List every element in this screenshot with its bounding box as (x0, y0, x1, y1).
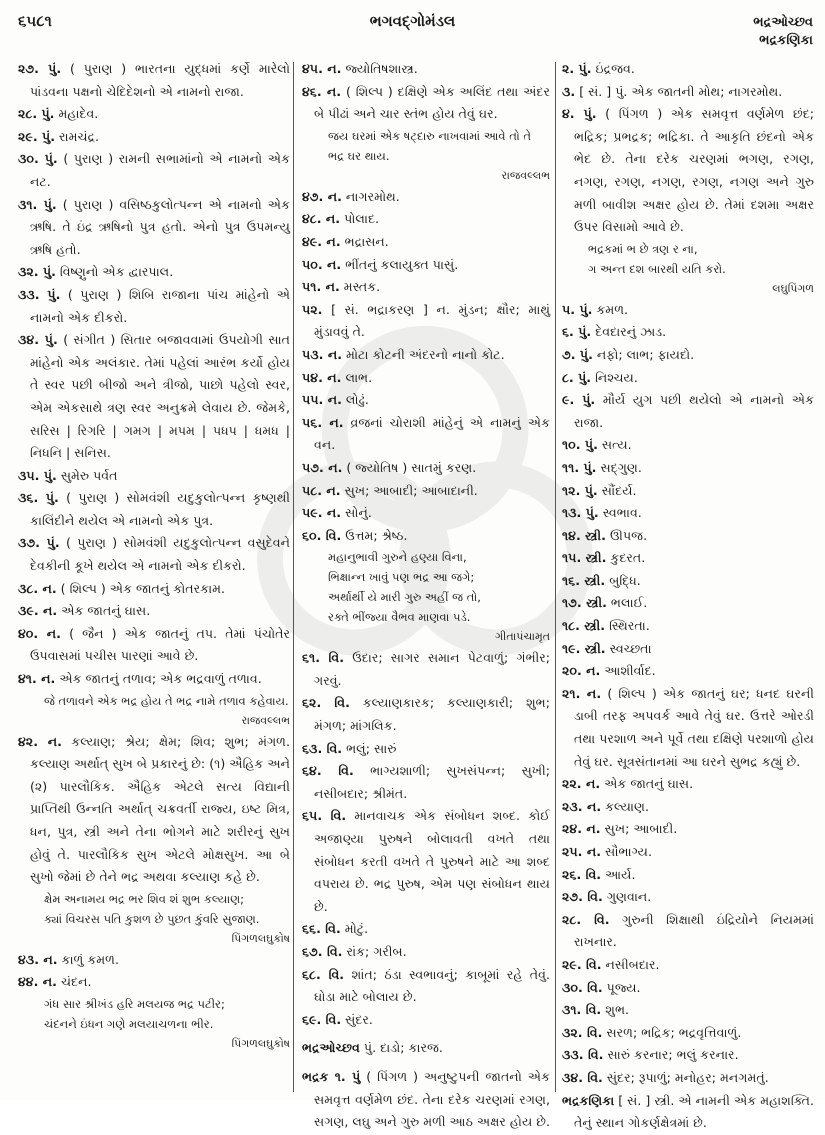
entry-number: ૩. (562, 83, 576, 99)
dictionary-entry (562, 480, 814, 503)
quotation-line: ક્યાં વિચરસ પતિ કુશળ છે પુછત કુંવરિ સુજાણ. (44, 911, 260, 926)
quotation (302, 126, 550, 186)
entry-definition: દેવદારનું ઝાડ. (595, 324, 667, 340)
entry-number: ૪૫. ન. (302, 61, 342, 76)
quotation (18, 889, 290, 949)
entry-definition: રાંક; ગરીબ. (346, 944, 407, 959)
entry-definition: એક જાતનું તળાવ; એક ભદ્રવાળું તળાવ. (59, 671, 262, 687)
guide-word-first: ભદ્રઓચ્છવ (753, 15, 813, 30)
dictionary-entry (302, 760, 550, 805)
dictionary-entry (302, 805, 550, 918)
entry-definition: ( પુરાણ ) રામની સભામાંનો એ નામનો એક નટ. (30, 151, 290, 189)
column-2 (302, 58, 550, 1134)
dictionary-entry (562, 321, 814, 344)
dictionary-entry (562, 638, 814, 661)
entry-number: ૫૪. ન. (302, 369, 342, 385)
dictionary-entry (18, 148, 290, 193)
entry-definition: ( પુરાણ ) સોમવંશી યદુકુલોત્પન્ન કૃષ્ણથી કાલિંદીને થયેલ એ નામનો એક પુત્ર. (30, 490, 291, 528)
entry-number: ૩૨. વિ. (562, 1024, 603, 1040)
entry-number: ૨૩. ન. (562, 798, 602, 814)
entry-definition: નિશ્ચય. (595, 369, 638, 385)
dictionary-entry (18, 58, 290, 103)
entry-number: ૩૧. વિ. (562, 1002, 602, 1018)
entry-definition: ( શિલ્પ ) એક જાતનું કોતરકામ. (60, 580, 226, 596)
entry-number: ૩૦. વિ. (562, 979, 603, 995)
entry-number: ૪૧. ન. (18, 671, 56, 687)
entry-number: ભદ્રકણિકા (562, 1092, 615, 1108)
entry-definition: આશીર્વાદ. (604, 663, 656, 679)
entry-definition: બુદ્ધિ. (609, 572, 641, 588)
entry-definition: કલ્યાણકારક; કલ્યાણકારી; શુભ; મંગળ; માંગલિક. (314, 695, 550, 734)
dictionary-entry (18, 194, 290, 262)
dictionary-entry (302, 231, 550, 254)
dictionary-entry (562, 977, 814, 1000)
dictionary-entry (18, 284, 290, 329)
entry-number: ૫૩. ન. (302, 346, 342, 362)
dictionary-entry (302, 964, 550, 1009)
entry-number: ૬૧. વિ. (302, 650, 345, 666)
entry-definition: ( જૈન ) એક જાતનું તપ. તેમાં પંચોતેર ઉપવાસમાં પચીસ પારણાં આવે છે. (30, 625, 290, 664)
entry-number: ૪૩. ન. (18, 951, 58, 967)
dictionary-entry (302, 457, 550, 480)
entry-number: ૨૮. વિ. (562, 911, 610, 927)
entry-number: ૧૮. સ્ત્રી. (562, 618, 606, 634)
dictionary-entry (302, 502, 550, 525)
entry-number: ૨૫. ન. (562, 844, 602, 859)
dictionary-entry (18, 103, 290, 126)
entry-definition: [ સં. ] પું. એક જાતની મોથ; નાગરમોથ. (579, 83, 783, 99)
quotation (18, 994, 290, 1054)
entry-definition: ( પુરાણ ) ભારતના યુદ્ધમાં કર્ણે મારેલો પાંડવના પક્ષનો ચેદિદેશનો એ નામનો રાજા. (30, 61, 290, 99)
dictionary-entry (18, 126, 290, 149)
entry-definition: શુભ. (605, 1002, 630, 1018)
dictionary-entry (562, 502, 814, 525)
quotation-line: ચંદનને ઇંધન ગણે મલયાચળના ભીર. (44, 1016, 214, 1031)
dictionary-entry (18, 329, 290, 465)
entry-definition: [ સં. ભદ્રાકરણ ] ન. મુંડન; ક્ષૌર; માથું મુંડાવવું તે. (314, 301, 550, 340)
entry-definition: સરળ; ભદ્રિક; ભદ્રવૃત્તિવાળું. (606, 1024, 742, 1040)
entry-definition: સ્થિરતા. (609, 618, 650, 634)
quotation-line: ગ અન્ત દશ બારથી યતિ કરો. (588, 261, 726, 276)
entry-definition: પું. દાડો; કારજ. (363, 1040, 443, 1056)
entry-number: ૩૬. પું. (18, 490, 59, 506)
entry-definition: ( પિંગળ ) અનુષ્ટુપની જાતનો એક સમવૃત્ત વર્ણમેળ છંદ. તેના દરેક ચરણમાં રગણ, સગણ, લઘુ અને ગુરુ મળી આઠ અક્ષર હોય છે. (314, 1068, 551, 1130)
entry-number: ૧૩. પું. (562, 505, 599, 521)
entry-number: ૩૦. પું. (18, 151, 58, 167)
entry-number: ૧૨. પું. (562, 482, 598, 498)
entry-number: ભદ્રઓચ્છવ (302, 1040, 360, 1056)
entry-number: ૭. પું. (562, 346, 593, 362)
entry-number: ૧૭. સ્ત્રી. (562, 595, 607, 611)
entry-number: ૯. પું. (562, 392, 596, 408)
column-divider (293, 62, 294, 1092)
quotation (18, 691, 290, 731)
entry-number: ૪૬. ન. (302, 83, 342, 99)
entry-number: ૬૭. વિ. (302, 944, 343, 959)
dictionary-entry (302, 1066, 550, 1134)
quotation-source: ગીતાપંચામૃત (495, 630, 550, 644)
entry-number: ૬૬. વિ. (302, 921, 341, 937)
entry-number: ૫૫. ન. (302, 392, 342, 408)
dictionary-entry (562, 592, 814, 615)
quotation (562, 239, 814, 299)
entry-definition: કમળ. (596, 301, 629, 317)
entry-definition: મસ્તક. (343, 279, 381, 295)
entry-definition: સૌંદર્ય. (601, 482, 637, 498)
entry-number: ૪. પું. (562, 106, 597, 122)
dictionary-entry (562, 1022, 814, 1045)
entry-definition: ગુણવાન. (606, 889, 652, 905)
entry-definition: સૌભાગ્ય. (605, 844, 652, 859)
entry-definition: એક જાતનું ઘાસ. (61, 603, 151, 619)
entry-definition: ( સંગીત ) સિતાર બજાવવામાં ઉપયોગી સાત માંહેનો એક અલંકાર. તેમાં પહેલાં આરંભ કર્યો હોય તે સ્વર પછી બીજો અને ત્રીજો, પાછો પહેલો સ્વર, એમ એકસાથે ત્રણ સ્વર અનુક્રમે લેવાય છે. જેમકે, સરિસ | રિગરિ | ગમગ | મપમ | પધપ | ધમધ | નિધનિ | સનિસ. (30, 332, 290, 461)
entry-definition: [ સં. ] સ્ત્રી. એ નામની એક મહાશક્તિ. તેનું સ્થાન ગોકર્ણક્ષેત્રમાં છે. (574, 1092, 814, 1131)
entry-definition: ઉદાર; સાગર સમાન પેટવાળું; ગંભીર; ગરવું. (314, 650, 550, 688)
entry-definition: લોઢું. (345, 392, 369, 408)
dictionary-entry (562, 683, 814, 773)
entry-number: ૧૧. પું. (562, 459, 597, 475)
dictionary-entry (18, 465, 290, 488)
dictionary-entry (562, 999, 814, 1022)
dictionary-entry (302, 692, 550, 737)
entry-definition: શાંત; ઠંડા સ્વભાવનું; કાબૂમાં રહે તેવું. ઘોડા માટે બોલાય છે. (314, 966, 550, 1005)
entry-definition: રામચંદ્ર. (59, 128, 100, 144)
entry-definition: ઇંદ્રજવ. (595, 61, 635, 76)
dictionary-entry (562, 818, 814, 841)
dictionary-entry (562, 615, 814, 638)
quotation-line: જય ઘરમાં એક ષટ્દારુ નાખવામાં આવે તો તે ભદ્ર ઘર થાય. (328, 128, 531, 163)
entry-definition: નફો; લાભ; ફાયદો. (596, 346, 695, 362)
dictionary-entry (562, 1044, 814, 1067)
dictionary-entry (302, 738, 550, 761)
entry-number: ૧૫. સ્ત્રી. (562, 550, 607, 566)
entry-definition: ( પિંગળ ) એક સમવૃત્ત વર્ણમેળ છંદ; ભદ્રિક; પ્રભદ્રક; ભદ્રિકા. તે આકૃતિ છંદનો એક ભેદ છે. તેના દરેક ચરણમાં ભગણ, રગણ, નગણ, રગણ, નગણ, રગણ, નગણ અને ગુરુ મળી બાવીશ અક્ષર હોય છે. તેમાં દશમા અક્ષર ઉપર વિસામો આવે છે. (574, 106, 814, 235)
dictionary-entry (18, 668, 290, 691)
entry-definition: મહાદેવ. (58, 106, 99, 122)
dictionary-entry (302, 389, 550, 412)
entry-number: ૬. પું. (562, 324, 592, 340)
entry-definition: સ્વભાવ. (602, 505, 642, 521)
entry-definition: ( શિલ્પ ) દક્ષિણે એક અલિંદ તથા અંદર બે પીઢાં અને ચાર સ્તંભ હોય તેવું ઘર. (314, 83, 550, 122)
entry-number: ૨૧. ન. (562, 685, 602, 701)
entry-definition: કુદરત. (610, 550, 646, 566)
column-divider (555, 62, 556, 1092)
dictionary-entry (562, 103, 814, 239)
entry-definition: ચંદન. (60, 974, 92, 990)
dictionary-entry (562, 1067, 814, 1090)
entry-definition: ( જ્યોતિષ ) સાતમું કરણ. (346, 459, 477, 475)
entry-number: ૫૮. ન. (302, 482, 341, 498)
entry-number: ૨૬. વિ. (562, 866, 602, 882)
dictionary-entry (302, 276, 550, 299)
dictionary-entry (562, 886, 814, 909)
entry-number: ૬૨. વિ. (302, 695, 350, 711)
entry-definition: સુખ; આબાદી. (604, 821, 678, 837)
dictionary-entry (562, 547, 814, 570)
dictionary-entry (562, 909, 814, 954)
entry-definition: વિષ્ણુનો એક દ્વારપાલ. (59, 264, 174, 280)
entry-definition: ભલું; સારું (346, 740, 397, 756)
entry-definition: સુંદર; રૂપાળું; મનોહર; મનગમતું. (606, 1069, 769, 1085)
entry-number: ૪૦. ન. (18, 625, 61, 641)
dictionary-entry (302, 480, 550, 503)
entry-definition: સદ્ગુણ. (600, 459, 642, 475)
dictionary-entry (302, 208, 550, 231)
entry-definition: વ્રજનાં ચોરાશી માંહેનું એ નામનું એક વન. (314, 414, 550, 453)
dictionary-entry (18, 578, 290, 601)
entry-number: ૪૪. ન. (18, 974, 57, 990)
dictionary-entry (18, 487, 290, 532)
quotation-line: ભદ્રકમાં ભ છે ત્રણ ર ના, (588, 241, 698, 256)
dictionary-entry (302, 525, 550, 548)
entry-number: ૬૫. વિ. (302, 808, 347, 824)
entry-definition: સોનું. (345, 505, 372, 521)
dictionary-entry (18, 600, 290, 623)
dictionary-entry (18, 949, 290, 972)
entry-number: ૫. પું. (562, 301, 593, 317)
entry-number: ૪૨. ન. (18, 733, 62, 749)
entry-number: ૩૯. ન. (18, 603, 58, 619)
entry-definition: ( પુરાણ ) સોમવંશી યદુકુલોત્પન્ન વસુદેવને દેવકીની કૂખે થયેલ એ નામનો એક દીકરો. (30, 535, 290, 574)
entry-number: ૧૦. પું. (562, 437, 598, 453)
quotation-source: પિંગળલઘુકોષ (231, 1036, 290, 1050)
entry-number: ૩૫. પું. (18, 467, 57, 483)
entry-definition: મૌર્ય યુગ પછી થયેલો એ નામનો એક રાજા. (574, 392, 814, 430)
dictionary-entry (302, 1009, 550, 1032)
dictionary-entry (562, 796, 814, 819)
dictionary-entry (302, 299, 550, 344)
page-number: ૬૫૮૧ (18, 12, 52, 30)
entry-definition: કલ્યાણ; શ્રેય; ક્ષેમ; શિવ; શુભ; મંગળ. કલ્યાણ અર્થાત્ સુખ બે પ્રકારનું છે: (૧) ઐહિક અને (૨) પારલૌકિક. ઐહિક એટલે સત્ય વિદ્યાની પ્રાપ્તિથી ઉન્નતિ અર્થાત્ ચક્રવર્તી રાજ્ય, ઇષ્ટ મિત્ર, ધન, પુત્ર, સ્ત્રી અને તેના ભોગને માટે શરીરનું સુખ હોવું તે. પારલૌકિક સુખ એટલે મોક્ષસુખ. આ બે સુખો જેમાં છે તેને ભદ્ર અથવા કલ્યાણ કહે છે. (30, 733, 290, 885)
dictionary-entry (302, 918, 550, 941)
entry-number: ભદ્રક ૧. પું (302, 1068, 361, 1084)
dictionary-entry (562, 434, 814, 457)
entry-definition: ઉત્તમ; શ્રેષ્ઠ. (345, 527, 408, 543)
entry-number: ૫૬. ન. (302, 414, 344, 430)
dictionary-entry (562, 344, 814, 367)
entry-definition: કલ્યાણ. (605, 798, 649, 814)
entry-number: ૬૪. વિ. (302, 763, 354, 779)
entry-definition: કાળું કમળ. (61, 951, 119, 967)
entry-definition: આર્ય. (605, 866, 636, 882)
dictionary-entry (302, 186, 550, 209)
quotation-line: જે તળાવને એક ભદ્ર હોય તે ભદ્ર નામે તળાવ કહેવાય. (44, 693, 289, 708)
entry-definition: ( પુરાણ ) શિબિ રાજાના પાંચ માંહેનો એ નામનો એક દીકરો. (30, 286, 290, 325)
dictionary-entry (302, 254, 550, 277)
entry-number: ૫૧. ન. (302, 279, 340, 295)
dictionary-entry (562, 389, 814, 434)
entry-number: ૩૩. પું. (18, 286, 61, 302)
entry-number: ૬૮. વિ. (302, 966, 345, 982)
dictionary-entry (302, 412, 550, 457)
entry-number: ૨. પું. (562, 61, 592, 76)
dictionary-entry (18, 731, 290, 889)
dictionary-entry (18, 261, 290, 284)
dictionary-entry (302, 647, 550, 692)
dictionary-entry (302, 941, 550, 964)
entry-definition: પોલાદ. (344, 211, 380, 227)
entry-number: ૩૮. ન. (18, 580, 57, 596)
entry-definition: સત્ય. (601, 437, 632, 453)
entry-number: ૫૭. ન. (302, 459, 343, 475)
dictionary-entry (562, 81, 814, 104)
entry-definition: સ્વચ્છતા (609, 640, 652, 656)
entry-number: ૬૦. વિ. (302, 527, 342, 543)
entry-number: ૩૪. વિ. (562, 1069, 603, 1085)
entry-number: ૩૩. વિ. (562, 1047, 604, 1063)
entry-definition: માનવાચક એક સંબોધન શબ્દ. કોઈ અજાણ્યા પુરુષને બોલાવતી વખતે તથા સંબોધન કરતી વખતે તે પુરુષને માટે આ શબ્દ વપરાય છે. ભદ્ર પુરુષ, એમ પણ સંબોધન થાય છે. (314, 808, 550, 914)
dictionary-entry (562, 367, 814, 390)
guide-words (753, 14, 813, 50)
entry-number: ૨૨. ન. (562, 776, 601, 792)
entry-number: ૧૪. સ્ત્રી. (562, 527, 606, 543)
entry-definition: નસીબદાર. (605, 956, 660, 972)
entry-number: ૨૭. વિ. (562, 889, 603, 905)
dictionary-entry (302, 344, 550, 367)
entry-definition: ગુરુની શિક્ષાથી ઇંદ્રિયોને નિયમમાં રાખનાર. (574, 911, 814, 950)
dictionary-entry (302, 81, 550, 126)
column-1 (18, 58, 290, 1054)
entry-number: ૧૬. સ્ત્રી. (562, 572, 606, 588)
dictionary-entry (562, 525, 814, 548)
guide-word-last: ભદ્રકણિકા (759, 33, 813, 48)
quotation-source: રાજવલ્લભ (241, 713, 290, 727)
entry-definition: જ્યોતિષશાસ્ત્ર. (345, 61, 418, 76)
entry-definition: પૂજ્ય. (606, 979, 641, 995)
quotation-source: રાજવલ્લભ (501, 168, 550, 182)
entry-number: ૬૩. વિ. (302, 740, 343, 756)
dictionary-entry (302, 367, 550, 390)
quotation-line: અર્થાર્થી યે મારી ગુરુ અહીં જ તો, (328, 590, 481, 605)
dictionary-entry (302, 1037, 550, 1060)
entry-number: ૫૯. ન. (302, 505, 342, 521)
quotation-source: લઘુપિંગળ (772, 281, 814, 295)
entry-number: ૪૮. ન. (302, 211, 341, 227)
entry-number: ૨૭. પું. (18, 61, 62, 76)
entry-number: ૮. પું. (562, 369, 592, 385)
entry-number: ૨૪. ન. (562, 821, 601, 837)
entry-definition: ( પુરાણ ) વસિષ્ઠકુલોત્પન્ન એ નામનો એક ઋષિ. તે ઇંદ્ર ઋષિનો પુત્ર હતો. એનો પુત્ર ઉપમન્યુ ઋષિ હતો. (30, 196, 290, 257)
entry-definition: ( શિલ્પ ) એક જાતનું ઘર; ધનદ ઘરની ડાબી તરફ અપવર્ક આવે તેવું ઘર. ઉત્તરે ઓરડી તથા પરશાળ અને પૂર્વે તથા દક્ષિણે પરશાળો હોય તેવું ઘર. સૂત્રસંતાનમાં આ ઘરને સુભદ્ર કહ્યું છે. (574, 685, 814, 769)
dictionary-entry (562, 570, 814, 593)
dictionary-entry (562, 773, 814, 796)
dictionary-entry (18, 623, 290, 668)
entry-definition: ભાગ્યશાળી; સુખસંપન્ન; સુખી; નસીબદાર; શ્રીમંત. (314, 763, 550, 801)
dictionary-entry (302, 58, 550, 81)
entry-definition: સુખ; આબાદી; આબાદાની. (344, 482, 478, 498)
entry-definition: ઊપજ. (609, 527, 648, 543)
entry-number: ૫૦. ન. (302, 256, 342, 272)
dictionary-entry (18, 971, 290, 994)
entry-number: ૨૯. પું. (18, 128, 55, 144)
entry-number: ૩૨. પું. (18, 264, 56, 280)
entry-number: ૩૪. પું. (18, 332, 58, 348)
entry-number: ૫૨. (302, 301, 323, 317)
dictionary-entry (562, 457, 814, 480)
entry-definition: ભદ્રાસન. (344, 233, 389, 249)
entry-number: ૪૯. ન. (302, 233, 341, 249)
dictionary-entry (562, 954, 814, 977)
entry-number: ૩૧. પું. (18, 196, 57, 212)
entry-number: ૨૮. પું. (18, 106, 55, 122)
dictionary-entry (562, 841, 814, 864)
dictionary-entry (562, 299, 814, 322)
entry-number: ૧૯. સ્ત્રી. (562, 640, 606, 656)
entry-definition: સુમેરુ પર્વત (60, 467, 118, 483)
quotation-line: ભિક્ષાન્ન ખાવું પણ ભદ્ર આ જગે; (328, 570, 475, 585)
entry-definition: સુંદર. (345, 1011, 373, 1027)
entry-definition: નાગરમોથ. (345, 188, 400, 204)
entry-definition: સારું કરનાર; ભલું કરનાર. (607, 1047, 739, 1063)
entry-definition: મોટું. (344, 921, 369, 937)
dictionary-entry (562, 864, 814, 887)
quotation (302, 547, 550, 647)
quotation-line: મહાનુભાવી ગુરુને હણ્યા વિના, (328, 550, 467, 565)
page-title: ભગવદ્ગોમંડલ (369, 12, 456, 30)
dictionary-entry (562, 58, 814, 81)
dictionary-entry (18, 532, 290, 577)
entry-number: ૨૯. વિ. (562, 956, 602, 972)
entry-definition: એક જાતનું ઘાસ. (604, 776, 694, 792)
dictionary-entry (562, 660, 814, 683)
column-3 (562, 58, 814, 1135)
entry-definition: લાભ. (345, 369, 373, 385)
quotation-line: ક્ષેમ અનામય ભદ્ર ભર શિવ શં શુભ કલ્યાણ; (44, 891, 245, 906)
quotation-line: રક્તે ભીંજ્યા વૈભવ માણવા પડે. (328, 610, 471, 625)
entry-number: ૬૯. વિ. (302, 1011, 342, 1027)
entry-definition: ભલાઈ. (610, 595, 648, 611)
dictionary-entry (562, 1090, 814, 1135)
quotation-source: પિંગળલઘુકોષ (231, 931, 290, 945)
quotation-line: ગંધ સાર શ્રીખંડ હરિ મલયજ ભદ્ર પટીર; (44, 996, 225, 1011)
entry-number: ૪૭. ન. (302, 188, 342, 204)
entry-definition: ભીંતનું કલાયુક્ત પાસું. (345, 256, 459, 272)
entry-number: ૨૦. ન. (562, 663, 601, 679)
entry-definition: મોટા કોટની અંદરનો નાનો કોટ. (346, 346, 505, 362)
entry-number: ૩૭. પું. (18, 535, 60, 551)
